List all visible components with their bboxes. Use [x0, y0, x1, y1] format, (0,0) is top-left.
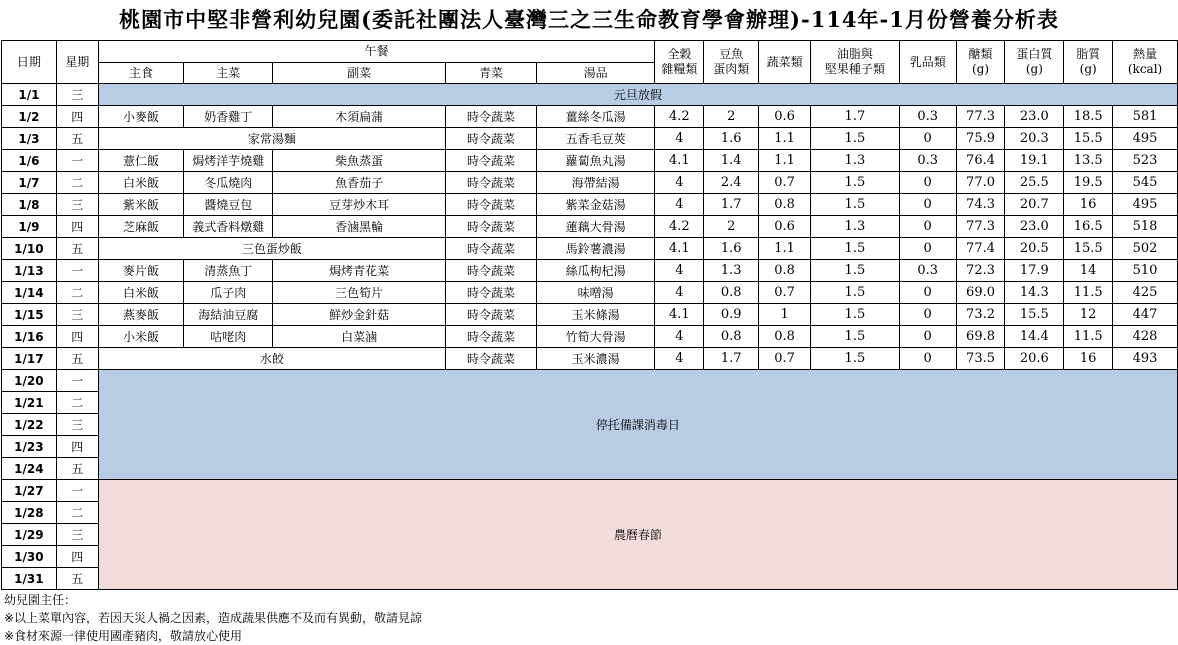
- cell-date: 1/3: [2, 128, 57, 150]
- cell-combined-meal: 水餃: [98, 348, 446, 370]
- table-row: [2, 128, 1178, 150]
- cell-beans: 2: [704, 106, 759, 128]
- cell-date: 1/13: [2, 260, 57, 282]
- cell-oils: 1.5: [811, 260, 900, 282]
- cell-fat: 11.5: [1064, 326, 1113, 348]
- cell-protein: 25.5: [1005, 172, 1064, 194]
- cell-weekday: 三: [56, 194, 98, 216]
- cell-main: 冬瓜燒肉: [184, 172, 273, 194]
- cell-dairy: 0: [899, 216, 956, 238]
- cell-vegetables: 0.7: [759, 172, 811, 194]
- cell-beans: 1.3: [704, 260, 759, 282]
- cell-soup: 竹筍大骨湯: [536, 326, 655, 348]
- cell-veg: 時令蔬菜: [446, 348, 537, 370]
- header-date: 日期: [2, 41, 57, 84]
- header-lunch: 午餐: [98, 41, 655, 63]
- cell-main: 咕咾肉: [184, 326, 273, 348]
- cell-oils: 1.5: [811, 304, 900, 326]
- cell-carbs: 73.5: [956, 348, 1005, 370]
- cell-date: 1/31: [2, 568, 57, 590]
- cell-energy: 545: [1113, 172, 1178, 194]
- cell-date: 1/23: [2, 436, 57, 458]
- cell-soup: 絲瓜枸杞湯: [536, 260, 655, 282]
- table-row: [2, 480, 1178, 502]
- closure-block: 停托備課消毒日: [98, 370, 1177, 480]
- cell-main: 醬燒豆包: [184, 194, 273, 216]
- cell-vegetables: 0.7: [759, 348, 811, 370]
- cell-soup: 蓮藕大骨湯: [536, 216, 655, 238]
- cell-energy: 581: [1113, 106, 1178, 128]
- header-carbs: 醣類 (g): [956, 41, 1005, 84]
- cell-side: 木須扁蒲: [273, 106, 446, 128]
- cell-veg: 時令蔬菜: [446, 282, 537, 304]
- cell-date: 1/17: [2, 348, 57, 370]
- cell-weekday: 三: [56, 414, 98, 436]
- cell-date: 1/21: [2, 392, 57, 414]
- cell-grains: 4.1: [655, 150, 704, 172]
- table-row: [2, 282, 1178, 304]
- cell-date: 1/15: [2, 304, 57, 326]
- cell-energy: 495: [1113, 128, 1178, 150]
- cell-fat: 13.5: [1064, 150, 1113, 172]
- table-row: [2, 304, 1178, 326]
- cell-oils: 1.5: [811, 282, 900, 304]
- table-row: [2, 106, 1178, 128]
- cell-date: 1/14: [2, 282, 57, 304]
- cell-grains: 4: [655, 282, 704, 304]
- cell-vegetables: 0.7: [759, 282, 811, 304]
- cell-soup: 玉米濃湯: [536, 348, 655, 370]
- table-row: [2, 370, 1178, 392]
- cell-vegetables: 1: [759, 304, 811, 326]
- cell-beans: 1.7: [704, 348, 759, 370]
- cell-vegetables: 0.6: [759, 216, 811, 238]
- header-dairy: 乳品類: [899, 41, 956, 84]
- cell-oils: 1.5: [811, 128, 900, 150]
- cell-weekday: 四: [56, 546, 98, 568]
- cell-grains: 4.1: [655, 238, 704, 260]
- cell-fat: 15.5: [1064, 128, 1113, 150]
- cell-weekday: 二: [56, 282, 98, 304]
- cell-energy: 447: [1113, 304, 1178, 326]
- cell-protein: 20.5: [1005, 238, 1064, 260]
- cell-carbs: 77.3: [956, 216, 1005, 238]
- cell-oils: 1.7: [811, 106, 900, 128]
- cell-beans: 2.4: [704, 172, 759, 194]
- page-title: 桃園市中堅非營利幼兒園(委託社團法人臺灣三之三生命教育學會辦理)-114年-1月份營養分析表: [119, 7, 1059, 32]
- cell-staple: 燕麥飯: [98, 304, 184, 326]
- header-protein: 蛋白質 (g): [1005, 41, 1064, 84]
- cell-weekday: 四: [56, 216, 98, 238]
- cell-dairy: 0: [899, 326, 956, 348]
- cell-beans: 0.9: [704, 304, 759, 326]
- cell-dairy: 0: [899, 304, 956, 326]
- cell-carbs: 76.4: [956, 150, 1005, 172]
- header-veg: 青菜: [446, 63, 537, 84]
- cell-date: 1/16: [2, 326, 57, 348]
- header-side: 副菜: [273, 63, 446, 84]
- cell-protein: 14.3: [1005, 282, 1064, 304]
- cell-grains: 4: [655, 172, 704, 194]
- cell-weekday: 三: [56, 524, 98, 546]
- cell-energy: 425: [1113, 282, 1178, 304]
- cell-soup: 海帶結湯: [536, 172, 655, 194]
- holiday-block: 農曆春節: [98, 480, 1177, 590]
- cell-fat: 14: [1064, 260, 1113, 282]
- cell-soup: 五香毛豆莢: [536, 128, 655, 150]
- cell-date: 1/6: [2, 150, 57, 172]
- cell-vegetables: 0.8: [759, 194, 811, 216]
- cell-carbs: 77.3: [956, 106, 1005, 128]
- cell-side: 三色筍片: [273, 282, 446, 304]
- table-row: [2, 150, 1178, 172]
- cell-energy: 502: [1113, 238, 1178, 260]
- table-row: [2, 326, 1178, 348]
- header-main: 主菜: [184, 63, 273, 84]
- cell-date: 1/9: [2, 216, 57, 238]
- cell-carbs: 75.9: [956, 128, 1005, 150]
- cell-dairy: 0: [899, 348, 956, 370]
- cell-date: 1/22: [2, 414, 57, 436]
- cell-date: 1/2: [2, 106, 57, 128]
- cell-side: 香滷黑輪: [273, 216, 446, 238]
- cell-grains: 4: [655, 128, 704, 150]
- cell-beans: 1.6: [704, 238, 759, 260]
- cell-beans: 0.8: [704, 326, 759, 348]
- table-row: [2, 216, 1178, 238]
- cell-side: 焗烤青花菜: [273, 260, 446, 282]
- cell-weekday: 五: [56, 348, 98, 370]
- cell-main: 瓜子肉: [184, 282, 273, 304]
- table-row: [2, 194, 1178, 216]
- note-director: 幼兒園主任：: [4, 593, 77, 607]
- cell-side: 柴魚蒸蛋: [273, 150, 446, 172]
- cell-beans: 2: [704, 216, 759, 238]
- cell-staple: 白米飯: [98, 282, 184, 304]
- cell-protein: 20.7: [1005, 194, 1064, 216]
- cell-protein: 23.0: [1005, 106, 1064, 128]
- cell-date: 1/24: [2, 458, 57, 480]
- cell-veg: 時令蔬菜: [446, 326, 537, 348]
- cell-staple: 芝麻飯: [98, 216, 184, 238]
- cell-main: 焗烤洋芋燒雞: [184, 150, 273, 172]
- cell-vegetables: 1.1: [759, 128, 811, 150]
- cell-fat: 12: [1064, 304, 1113, 326]
- cell-dairy: 0: [899, 172, 956, 194]
- cell-oils: 1.5: [811, 238, 900, 260]
- cell-fat: 11.5: [1064, 282, 1113, 304]
- header-oils: 油脂與 堅果種子類: [811, 41, 900, 84]
- cell-weekday: 五: [56, 128, 98, 150]
- cell-fat: 15.5: [1064, 238, 1113, 260]
- cell-protein: 19.1: [1005, 150, 1064, 172]
- cell-weekday: 一: [56, 370, 98, 392]
- nutrition-table: [1, 40, 1178, 590]
- cell-soup: 味噌湯: [536, 282, 655, 304]
- table-row: [2, 172, 1178, 194]
- cell-soup: 蘿蔔魚丸湯: [536, 150, 655, 172]
- cell-veg: 時令蔬菜: [446, 128, 537, 150]
- cell-dairy: 0: [899, 128, 956, 150]
- cell-carbs: 69.0: [956, 282, 1005, 304]
- cell-beans: 1.7: [704, 194, 759, 216]
- note-pork: ※食材來源一律使用國產豬肉，敬請放心使用: [4, 629, 243, 643]
- cell-weekday: 四: [56, 106, 98, 128]
- cell-fat: 16: [1064, 194, 1113, 216]
- cell-side: 鮮炒金針菇: [273, 304, 446, 326]
- cell-protein: 14.4: [1005, 326, 1064, 348]
- cell-weekday: 二: [56, 502, 98, 524]
- cell-weekday: 二: [56, 392, 98, 414]
- cell-weekday: 一: [56, 260, 98, 282]
- header-grains: 全穀 雜糧類: [655, 41, 704, 84]
- cell-main: 奶香雞丁: [184, 106, 273, 128]
- cell-carbs: 77.4: [956, 238, 1005, 260]
- cell-oils: 1.5: [811, 348, 900, 370]
- cell-weekday: 四: [56, 326, 98, 348]
- cell-dairy: 0.3: [899, 106, 956, 128]
- cell-vegetables: 1.1: [759, 150, 811, 172]
- table-row: [2, 84, 1178, 106]
- cell-staple: 白米飯: [98, 172, 184, 194]
- table-row: [2, 238, 1178, 260]
- cell-vegetables: 0.8: [759, 260, 811, 282]
- cell-dairy: 0.3: [899, 150, 956, 172]
- cell-protein: 15.5: [1005, 304, 1064, 326]
- cell-oils: 1.5: [811, 172, 900, 194]
- cell-beans: 1.4: [704, 150, 759, 172]
- cell-date: 1/7: [2, 172, 57, 194]
- header-staple: 主食: [98, 63, 184, 84]
- cell-combined-meal: 三色蛋炒飯: [98, 238, 446, 260]
- cell-oils: 1.3: [811, 150, 900, 172]
- cell-grains: 4: [655, 260, 704, 282]
- cell-fat: 19.5: [1064, 172, 1113, 194]
- cell-fat: 18.5: [1064, 106, 1113, 128]
- cell-combined-meal: 家常湯麵: [98, 128, 446, 150]
- cell-date: 1/28: [2, 502, 57, 524]
- cell-date: 1/29: [2, 524, 57, 546]
- cell-grains: 4.1: [655, 304, 704, 326]
- cell-oils: 1.5: [811, 194, 900, 216]
- table-row: [2, 348, 1178, 370]
- cell-dairy: 0: [899, 194, 956, 216]
- cell-dairy: 0: [899, 282, 956, 304]
- header-vegetables: 蔬菜類: [759, 41, 811, 84]
- cell-weekday: 五: [56, 458, 98, 480]
- cell-veg: 時令蔬菜: [446, 172, 537, 194]
- holiday-banner: 元旦放假: [98, 84, 1177, 106]
- cell-weekday: 三: [56, 84, 98, 106]
- cell-date: 1/27: [2, 480, 57, 502]
- cell-carbs: 72.3: [956, 260, 1005, 282]
- note-supply: ※以上菜單內容，若因天災人禍之因素，造成蔬果供應不及而有異動，敬請見諒: [4, 611, 423, 625]
- cell-soup: 馬鈴薯濃湯: [536, 238, 655, 260]
- cell-protein: 20.6: [1005, 348, 1064, 370]
- cell-vegetables: 0.8: [759, 326, 811, 348]
- cell-veg: 時令蔬菜: [446, 106, 537, 128]
- cell-energy: 428: [1113, 326, 1178, 348]
- cell-veg: 時令蔬菜: [446, 260, 537, 282]
- cell-energy: 518: [1113, 216, 1178, 238]
- cell-staple: 薏仁飯: [98, 150, 184, 172]
- cell-veg: 時令蔬菜: [446, 194, 537, 216]
- cell-beans: 0.8: [704, 282, 759, 304]
- cell-grains: 4: [655, 348, 704, 370]
- cell-oils: 1.3: [811, 216, 900, 238]
- cell-date: 1/10: [2, 238, 57, 260]
- cell-weekday: 五: [56, 568, 98, 590]
- cell-staple: 小米飯: [98, 326, 184, 348]
- cell-weekday: 五: [56, 238, 98, 260]
- table-row: [2, 260, 1178, 282]
- header-fat: 脂質 (g): [1064, 41, 1113, 84]
- cell-weekday: 三: [56, 304, 98, 326]
- cell-date: 1/1: [2, 84, 57, 106]
- cell-veg: 時令蔬菜: [446, 216, 537, 238]
- cell-veg: 時令蔬菜: [446, 238, 537, 260]
- cell-protein: 17.9: [1005, 260, 1064, 282]
- cell-main: 清蒸魚丁: [184, 260, 273, 282]
- cell-weekday: 一: [56, 150, 98, 172]
- cell-staple: 小麥飯: [98, 106, 184, 128]
- cell-date: 1/30: [2, 546, 57, 568]
- cell-dairy: 0.3: [899, 260, 956, 282]
- cell-date: 1/20: [2, 370, 57, 392]
- cell-veg: 時令蔬菜: [446, 304, 537, 326]
- cell-soup: 紫菜金菇湯: [536, 194, 655, 216]
- header-weekday: 星期: [56, 41, 98, 84]
- cell-veg: 時令蔬菜: [446, 150, 537, 172]
- cell-carbs: 74.3: [956, 194, 1005, 216]
- cell-energy: 523: [1113, 150, 1178, 172]
- cell-grains: 4: [655, 194, 704, 216]
- cell-carbs: 73.2: [956, 304, 1005, 326]
- cell-fat: 16.5: [1064, 216, 1113, 238]
- cell-side: 魚香茄子: [273, 172, 446, 194]
- cell-staple: 麥片飯: [98, 260, 184, 282]
- cell-beans: 1.6: [704, 128, 759, 150]
- cell-energy: 493: [1113, 348, 1178, 370]
- cell-carbs: 77.0: [956, 172, 1005, 194]
- cell-side: 豆芽炒木耳: [273, 194, 446, 216]
- cell-vegetables: 1.1: [759, 238, 811, 260]
- cell-main: 海結油豆腐: [184, 304, 273, 326]
- cell-weekday: 一: [56, 480, 98, 502]
- cell-staple: 紫米飯: [98, 194, 184, 216]
- cell-soup: 薑絲冬瓜湯: [536, 106, 655, 128]
- cell-side: 白菜滷: [273, 326, 446, 348]
- cell-grains: 4.2: [655, 216, 704, 238]
- cell-soup: 玉米條湯: [536, 304, 655, 326]
- cell-weekday: 二: [56, 172, 98, 194]
- header-energy: 熱量 (kcal): [1113, 41, 1178, 84]
- cell-energy: 510: [1113, 260, 1178, 282]
- cell-main: 義式香料燉雞: [184, 216, 273, 238]
- footer-notes: [4, 591, 422, 645]
- cell-protein: 23.0: [1005, 216, 1064, 238]
- cell-oils: 1.5: [811, 326, 900, 348]
- cell-grains: 4.2: [655, 106, 704, 128]
- cell-weekday: 四: [56, 436, 98, 458]
- cell-vegetables: 0.6: [759, 106, 811, 128]
- cell-carbs: 69.8: [956, 326, 1005, 348]
- cell-dairy: 0: [899, 238, 956, 260]
- cell-fat: 16: [1064, 348, 1113, 370]
- cell-grains: 4: [655, 326, 704, 348]
- cell-protein: 20.3: [1005, 128, 1064, 150]
- cell-date: 1/8: [2, 194, 57, 216]
- header-soup: 湯品: [536, 63, 655, 84]
- cell-energy: 495: [1113, 194, 1178, 216]
- header-beans: 豆魚 蛋肉類: [704, 41, 759, 84]
